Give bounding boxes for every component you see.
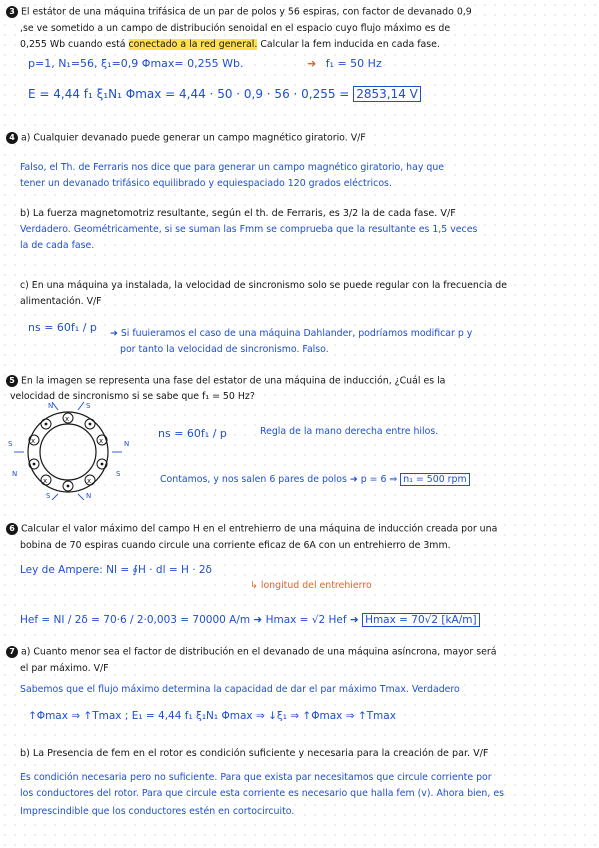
svg-text:x: x (87, 477, 92, 485)
q3-statement-line3: 0,255 Wb cuando está conectado a la red general. Calcular la fem inducida en cada fase. (20, 39, 440, 50)
q4-a-answer-line1: Falso, el Th. de Ferraris nos dice que para generar un campo magnético giratorio, hay que (20, 162, 445, 173)
q5-statement-line2: velocidad de sincronismo si se sabe que f₁ = 50 Hz? (10, 391, 255, 402)
q4-b-answer-line1: Verdadero. Geométricamente, si se suman las Fmm se comprueba que la resultante es 1,5 veces (20, 224, 478, 235)
q4-c-answer-line1: ➜ Si fuuieramos el caso de una máquina Dahlander, podríamos modificar p y (110, 328, 473, 339)
rotor-ring (40, 424, 96, 480)
q6-ampere-law: Ley de Ampere: NI = ∮H · dl = H · 2δ (20, 564, 212, 576)
svg-text:N: N (48, 402, 54, 410)
q7-b-statement: b) La Presencia de fem en el rotor es condición suficiente y necesaria para la creación de par. V/F (20, 748, 489, 759)
svg-text:S: S (46, 492, 51, 500)
q4-b-statement: b) La fuerza magnetomotriz resultante, según el th. de Ferraris, es 3/2 la de cada fase. V/F (20, 208, 456, 219)
q6-statement-line2: bobina de 70 espiras cuando circule una corriente eficaz de 6A con un entrehierro de 3mm. (20, 540, 451, 551)
q5-count: Contamos, y nos salen 6 pares de polos ➜ p = 6 ⇒ n₁ = 500 rpm (160, 474, 470, 486)
q7-b-answer-line3: Imprescindible que los conductores estén en cortocircuito. (20, 806, 295, 817)
q6-number: 6 (6, 523, 18, 535)
svg-text:x: x (43, 477, 48, 485)
svg-text:S: S (8, 440, 13, 448)
q7-b-answer-line2: los conductores del rotor. Para que circule esta corriente es necesario que halla fem (v). Ahora bien, es (20, 788, 504, 799)
q3-frequency: f₁ = 50 Hz (325, 57, 382, 70)
q7-a-chain: ↑Φmax ⇒ ↑Tmax ; E₁ = 4,44 f₁ ξ₁N₁ Φmax ⇒ ↓ξ₁ ⇒ ↑Φmax ⇒ ↑Tmax (28, 710, 396, 722)
q3-number: 3 (6, 6, 18, 18)
q6-result-box: Hmax = 70√2 [kA/m] (362, 613, 480, 627)
stator-winding-diagram (8, 400, 138, 500)
q7-a-answer: Sabemos que el flujo máximo determina la capacidad de dar el par máximo Tmax. Verdadero (20, 684, 460, 695)
q4-a-statement: 4 a) Cualquier devanado puede generar un campo magnético giratorio. V/F (6, 132, 366, 145)
svg-text:N: N (12, 470, 18, 478)
conductors (29, 413, 107, 491)
q4-ns-formula: ns = 60f₁ / p (28, 321, 97, 334)
q7-a-statement-line1: 7 a) Cuanto menor sea el factor de distribución en el devanado de una máquina asíncrona, mayor será (6, 646, 496, 659)
q4-c-answer-line2: por tanto la velocidad de sincronismo. Falso. (120, 344, 329, 355)
q6-delta-note: ↳ longitud del entrehierro (250, 580, 372, 591)
highlight-grid: conectado a la red general. (128, 39, 258, 50)
q5-statement-line1: 5 En la imagen se representa una fase del estator de una máquina de inducción, ¿Cuál es la (6, 375, 445, 388)
q5-rule: Regla de la mano derecha entre hilos. (260, 426, 439, 437)
q3-givens: p=1, N₁=56, ξ₁=0,9 Φmax= 0,255 Wb. ➜ f₁ = 50 Hz (28, 57, 382, 70)
svg-text:N: N (86, 492, 92, 500)
q7-number: 7 (6, 646, 18, 658)
q5-ns-formula: ns = 60f₁ / p (158, 427, 227, 440)
q7-a-statement-line2: el par máximo. V/F (20, 663, 109, 674)
svg-text:x: x (99, 437, 104, 445)
q4-a-answer-line2: tener un devanado trifásico equilibrado y equiespaciado 120 grados eléctricos. (20, 178, 392, 189)
q3-statement-line1: 3 El estátor de una máquina trifásica de un par de polos y 56 espiras, con factor de devanado 0,9 (6, 6, 472, 19)
q3-result-box: 2853,14 V (353, 86, 421, 102)
arrow-icon: ➜ (306, 57, 317, 70)
q5-result-box: n₁ = 500 rpm (400, 473, 469, 486)
q3-emf-calculation: E = 4,44 f₁ ξ₁N₁ Φmax = 4,44 · 50 · 0,9 · 56 · 0,255 = 2853,14 V (28, 88, 421, 100)
q6-h-calculation: Hef = NI / 2δ = 70·6 / 2·0,003 = 70000 A/m ➜ Hmax = √2 Hef ➜ Hmax = 70√2 [kA/m] (20, 614, 480, 626)
q4-c-statement-line1: c) En una máquina ya instalada, la velocidad de sincronismo solo se puede regular con la frecuencia de (20, 280, 508, 291)
svg-text:x: x (65, 415, 70, 423)
svg-text:S: S (116, 470, 121, 478)
svg-text:S: S (86, 402, 91, 410)
q4-b-answer-line2: la de cada fase. (20, 240, 95, 251)
svg-text:N: N (124, 440, 130, 448)
q3-statement-line2: ,se ve sometido a un campo de distribución senoidal en el espacio cuyo flujo máximo es de (20, 23, 451, 34)
svg-text:x: x (31, 437, 36, 445)
q4-number: 4 (6, 132, 18, 144)
q7-b-answer-line1: Es condición necesaria pero no suficiente. Para que exista par necesitamos que circule corriente por (20, 772, 492, 783)
q5-number: 5 (6, 375, 18, 387)
q6-statement-line1: 6 Calcular el valor máximo del campo H en el entrehierro de una máquina de inducción creada por una (6, 523, 497, 536)
q4-c-statement-line2: alimentación. V/F (20, 296, 102, 307)
